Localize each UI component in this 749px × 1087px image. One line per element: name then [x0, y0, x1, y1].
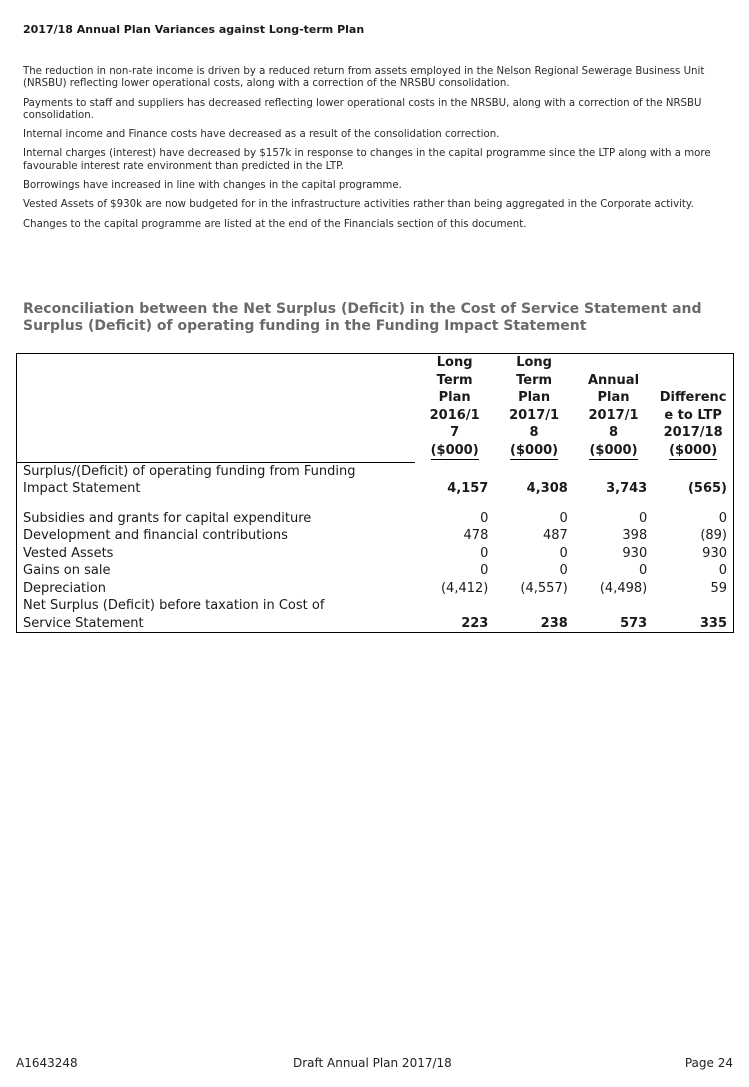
row-label: Vested Assets: [23, 545, 114, 561]
spacer-row: [17, 498, 734, 510]
table-row: [17, 580, 734, 598]
cell-value: 0: [480, 563, 489, 578]
header-line: Term: [436, 372, 473, 388]
header-line: Plan: [438, 390, 471, 405]
header-line: 2017/18: [663, 425, 723, 440]
cell-value: 0: [559, 510, 568, 526]
header-ltp-2017-18: [494, 354, 573, 463]
header-line: Term: [516, 372, 553, 388]
header-line: Annual: [587, 372, 640, 388]
page-heading: 2017/18 Annual Plan Variances against Long-term Plan: [23, 23, 365, 36]
header-line: e to LTP: [664, 407, 722, 423]
cell-value: 0: [638, 510, 648, 526]
cell-value: 930: [702, 545, 727, 561]
cell-value: 0: [480, 510, 489, 526]
paragraph-vested-assets: Vested Assets of $930k are now budgeted for in the infrastructure activities rather than being aggregated in the Corporate activity.: [23, 199, 694, 211]
cell-value: 0: [559, 563, 568, 578]
row-label-line: Service Statement: [23, 615, 144, 631]
section-heading: Reconciliation between the Net Surplus (Deficit) in the Cost of Service Statement and Surplus (Deficit) of operating funding in the Funding Impact Statement: [23, 301, 702, 334]
row-label: Depreciation: [23, 580, 106, 596]
cell-value: 4,157: [447, 481, 489, 496]
header-annual-plan-2017-18: [574, 354, 653, 463]
cell-value: (565): [687, 481, 727, 496]
header-line: 7: [450, 425, 460, 440]
table-row: [17, 597, 734, 633]
cell-value: 4,308: [526, 481, 568, 496]
row-label: Subsidies and grants for capital expenditure: [23, 510, 312, 526]
header-unit: ($000): [510, 442, 558, 461]
row-label: [17, 462, 415, 498]
reconciliation-table: [16, 353, 734, 633]
cell-value: (4,498): [599, 580, 648, 596]
row-label: Development and financial contributions: [23, 528, 288, 543]
footer-doc-id: A1643248: [16, 1056, 78, 1070]
header-unit: ($000): [669, 442, 717, 461]
row-label-line: Impact Statement: [23, 481, 141, 496]
row-label-line: Surplus/(Deficit) of operating funding from Funding: [23, 463, 356, 479]
paragraph-capital-programme: Changes to the capital programme are listed at the end of the Financials section of this document.: [23, 218, 527, 230]
table-header-row: [17, 354, 734, 463]
row-label: Gains on sale: [23, 563, 111, 578]
cell-value: 335: [699, 615, 727, 631]
header-line: 8: [529, 425, 539, 440]
header-line: 8: [608, 425, 619, 440]
body-text: [23, 66, 713, 238]
cell-value: 398: [622, 528, 648, 543]
cell-value: 0: [480, 545, 489, 561]
paragraph-borrowings: Borrowings have increased in line with changes in the capital programme.: [23, 180, 402, 192]
header-line: Plan: [597, 390, 630, 405]
header-line: 2016/1: [429, 407, 480, 423]
paragraph-non-rate-income: The reduction in non-rate income is driven by a reduced return from assets employed in the Nelson Regional Sewerage Business Unit (NRSBU) reflecting lower operational costs, along with a correction of the NRSBU consolidation.: [23, 66, 705, 90]
header-line: Plan: [518, 390, 551, 405]
row-label-line: Net Surplus (Deficit) before taxation in Cost of: [23, 598, 325, 613]
cell-value: 0: [718, 563, 727, 578]
header-line: 2017/1: [509, 407, 560, 423]
footer-page-number: Page 24: [684, 1056, 733, 1070]
cell-value: (4,412): [440, 580, 489, 596]
table-row: [17, 545, 734, 563]
table-row: [17, 462, 734, 498]
header-difference-to-ltp: [653, 354, 733, 463]
cell-value: (4,557): [520, 580, 568, 596]
table-row: [17, 527, 734, 545]
paragraph-internal-income: Internal income and Finance costs have decreased as a result of the consolidation correction.: [23, 129, 500, 141]
cell-value: (89): [700, 528, 727, 543]
header-unit: ($000): [589, 442, 637, 461]
cell-value: 223: [461, 615, 489, 631]
cell-value: 478: [463, 528, 489, 543]
table-row: [17, 510, 734, 528]
header-line: Differenc: [659, 390, 727, 405]
header-line: 2017/1: [588, 407, 639, 423]
cell-value: 930: [622, 545, 648, 561]
header-line: Long: [436, 355, 473, 370]
paragraph-internal-charges: Internal charges (interest) have decreased by $157k in response to changes in the capital programme since the LTP along with a more favourable interest rate environment than predicted in the LTP.: [23, 148, 711, 172]
header-ltp-2016-17: [415, 354, 494, 463]
header-line: Long: [516, 355, 552, 370]
cell-value: 59: [710, 580, 727, 596]
header-label-cell: [17, 354, 415, 463]
header-unit: ($000): [431, 442, 479, 461]
cell-value: 238: [540, 615, 568, 631]
cell-value: 487: [542, 528, 568, 543]
cell-value: 3,743: [606, 481, 648, 496]
table-row: [17, 562, 734, 580]
cell-value: 0: [718, 510, 727, 526]
row-label: [17, 597, 415, 633]
cell-value: 0: [638, 563, 648, 578]
cell-value: 573: [620, 615, 648, 631]
paragraph-payments-to-staff: Payments to staff and suppliers has decreased reflecting lower operational costs in the NRSBU, along with a correction of the NRSBU consolidation.: [23, 97, 702, 121]
cell-value: 0: [559, 545, 568, 561]
footer-title: Draft Annual Plan 2017/18: [293, 1056, 452, 1070]
